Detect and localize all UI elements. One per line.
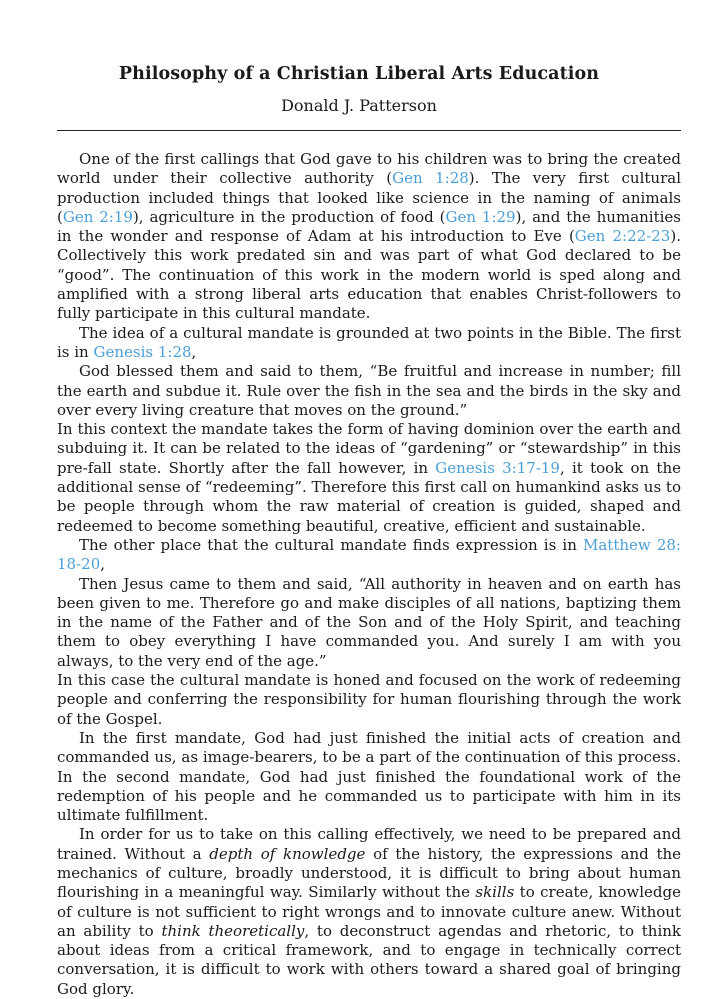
paragraph-1: One of the first callings that God gave to his children was to bring the created world under their collective authority (Gen 1:28). The very first cultural production included things that looked like science in the naming of animals (Gen 2:19), agriculture in the production of food (Gen 1:29), and the humanities in the wonder and response of Adam at his introduction to Eve (Gen 2:22-23). Collectively this work predated sin and was part of what God declared to be “good”. The continuation of this work in the modern world is sped along and amplified with a strong liberal arts education that enables Christ-followers to fully participate in this cultural mandate. — [57, 150, 681, 323]
paragraph-4: The other place that the cultural mandate finds expression is in Matthew 28: 18-20, — [57, 535, 681, 574]
block-quote-2: Then Jesus came to them and said, “All authority in heaven and on earth has been given to me. Therefore go and make disciples of all nations, baptizing them in the name of the Father and of the Son and of the Holy Spirit, and teaching them to obey everything I have commanded you. And surely I am with you always, to the very end of the age.” — [57, 574, 681, 670]
paragraph-3: In this context the mandate takes the form of having dominion over the earth and subduing it. It can be related to the ideas of “gardening” or “stewardship” in this pre-fall state. Shortly after the fall however, in Genesis 3:17-19, it took on the additional sense of “redeeming”. Therefore this first call on humankind asks us to be people through whom the raw material of creation is guided, shaped and redeemed to become something beautiful, creative, efficient and sustainable. — [57, 420, 681, 535]
emphasis-skills: skills — [475, 883, 515, 902]
page-title: Philosophy of a Christian Liberal Arts Education — [118, 64, 600, 84]
emphasis-depth-of-knowledge: depth of knowledge — [209, 844, 366, 863]
link-gen-2-22-23[interactable]: Gen 2:22-23 — [574, 227, 671, 246]
link-matthew-28-18-20[interactable]: Matthew 28: 18-20 — [57, 535, 681, 574]
title-divider — [57, 130, 681, 131]
link-gen-2-19[interactable]: Gen 2:19 — [62, 207, 133, 226]
link-genesis-1-28[interactable]: Genesis 1:28 — [93, 342, 192, 361]
link-genesis-3-17-19[interactable]: Genesis 3:17-19 — [435, 458, 560, 477]
emphasis-think-theoretically: think theoretically — [161, 921, 305, 940]
paragraph-5: In this case the cultural mandate is honed and focused on the work of redeeming people and conferring the responsibility for human flourishing through the work of the Gospel. — [57, 671, 681, 728]
block-quote-1: God blessed them and said to them, “Be fruitful and increase in number; fill the earth and subdue it. Rule over the fish in the sea and the birds in the sky and over every living creature that moves on the ground.” — [57, 362, 681, 419]
paragraph-2: The idea of a cultural mandate is grounded at two points in the Bible. The first is in Genesis 1:28, — [57, 323, 681, 361]
paragraph-6: In the first mandate, God had just finished the initial acts of creation and commanded us, as image-bearers, to be a part of the continuation of this process. In the second mandate, God had just finished the foundational work of the redemption of his people and he commanded us to participate with him in its ultimate fulfillment. — [57, 728, 681, 825]
link-gen-1-29[interactable]: Gen 1:29 — [445, 207, 516, 226]
paragraph-7: In order for us to take on this calling effectively, we need to be prepared and trained. Without a depth of knowledge of the history, the expressions and the mechanics of culture, broadly understood, it is difficult to bring about human flourishing in a meaningful way. Similarly without the skills to create, knowledge of culture is not sufficient to right wrongs and to innovate culture anew. Without an ability to think theoretically, to deconstruct agendas and rhetoric, to think about ideas from a critical framework, and to engage in technically correct conversation, it is difficult to work with others toward a shared goal of bringing God glory. — [57, 825, 682, 998]
author-name: Donald J. Patterson — [281, 96, 437, 115]
body-text — [57, 150, 681, 999]
link-gen-1-28[interactable]: Gen 1:28 — [392, 169, 469, 188]
